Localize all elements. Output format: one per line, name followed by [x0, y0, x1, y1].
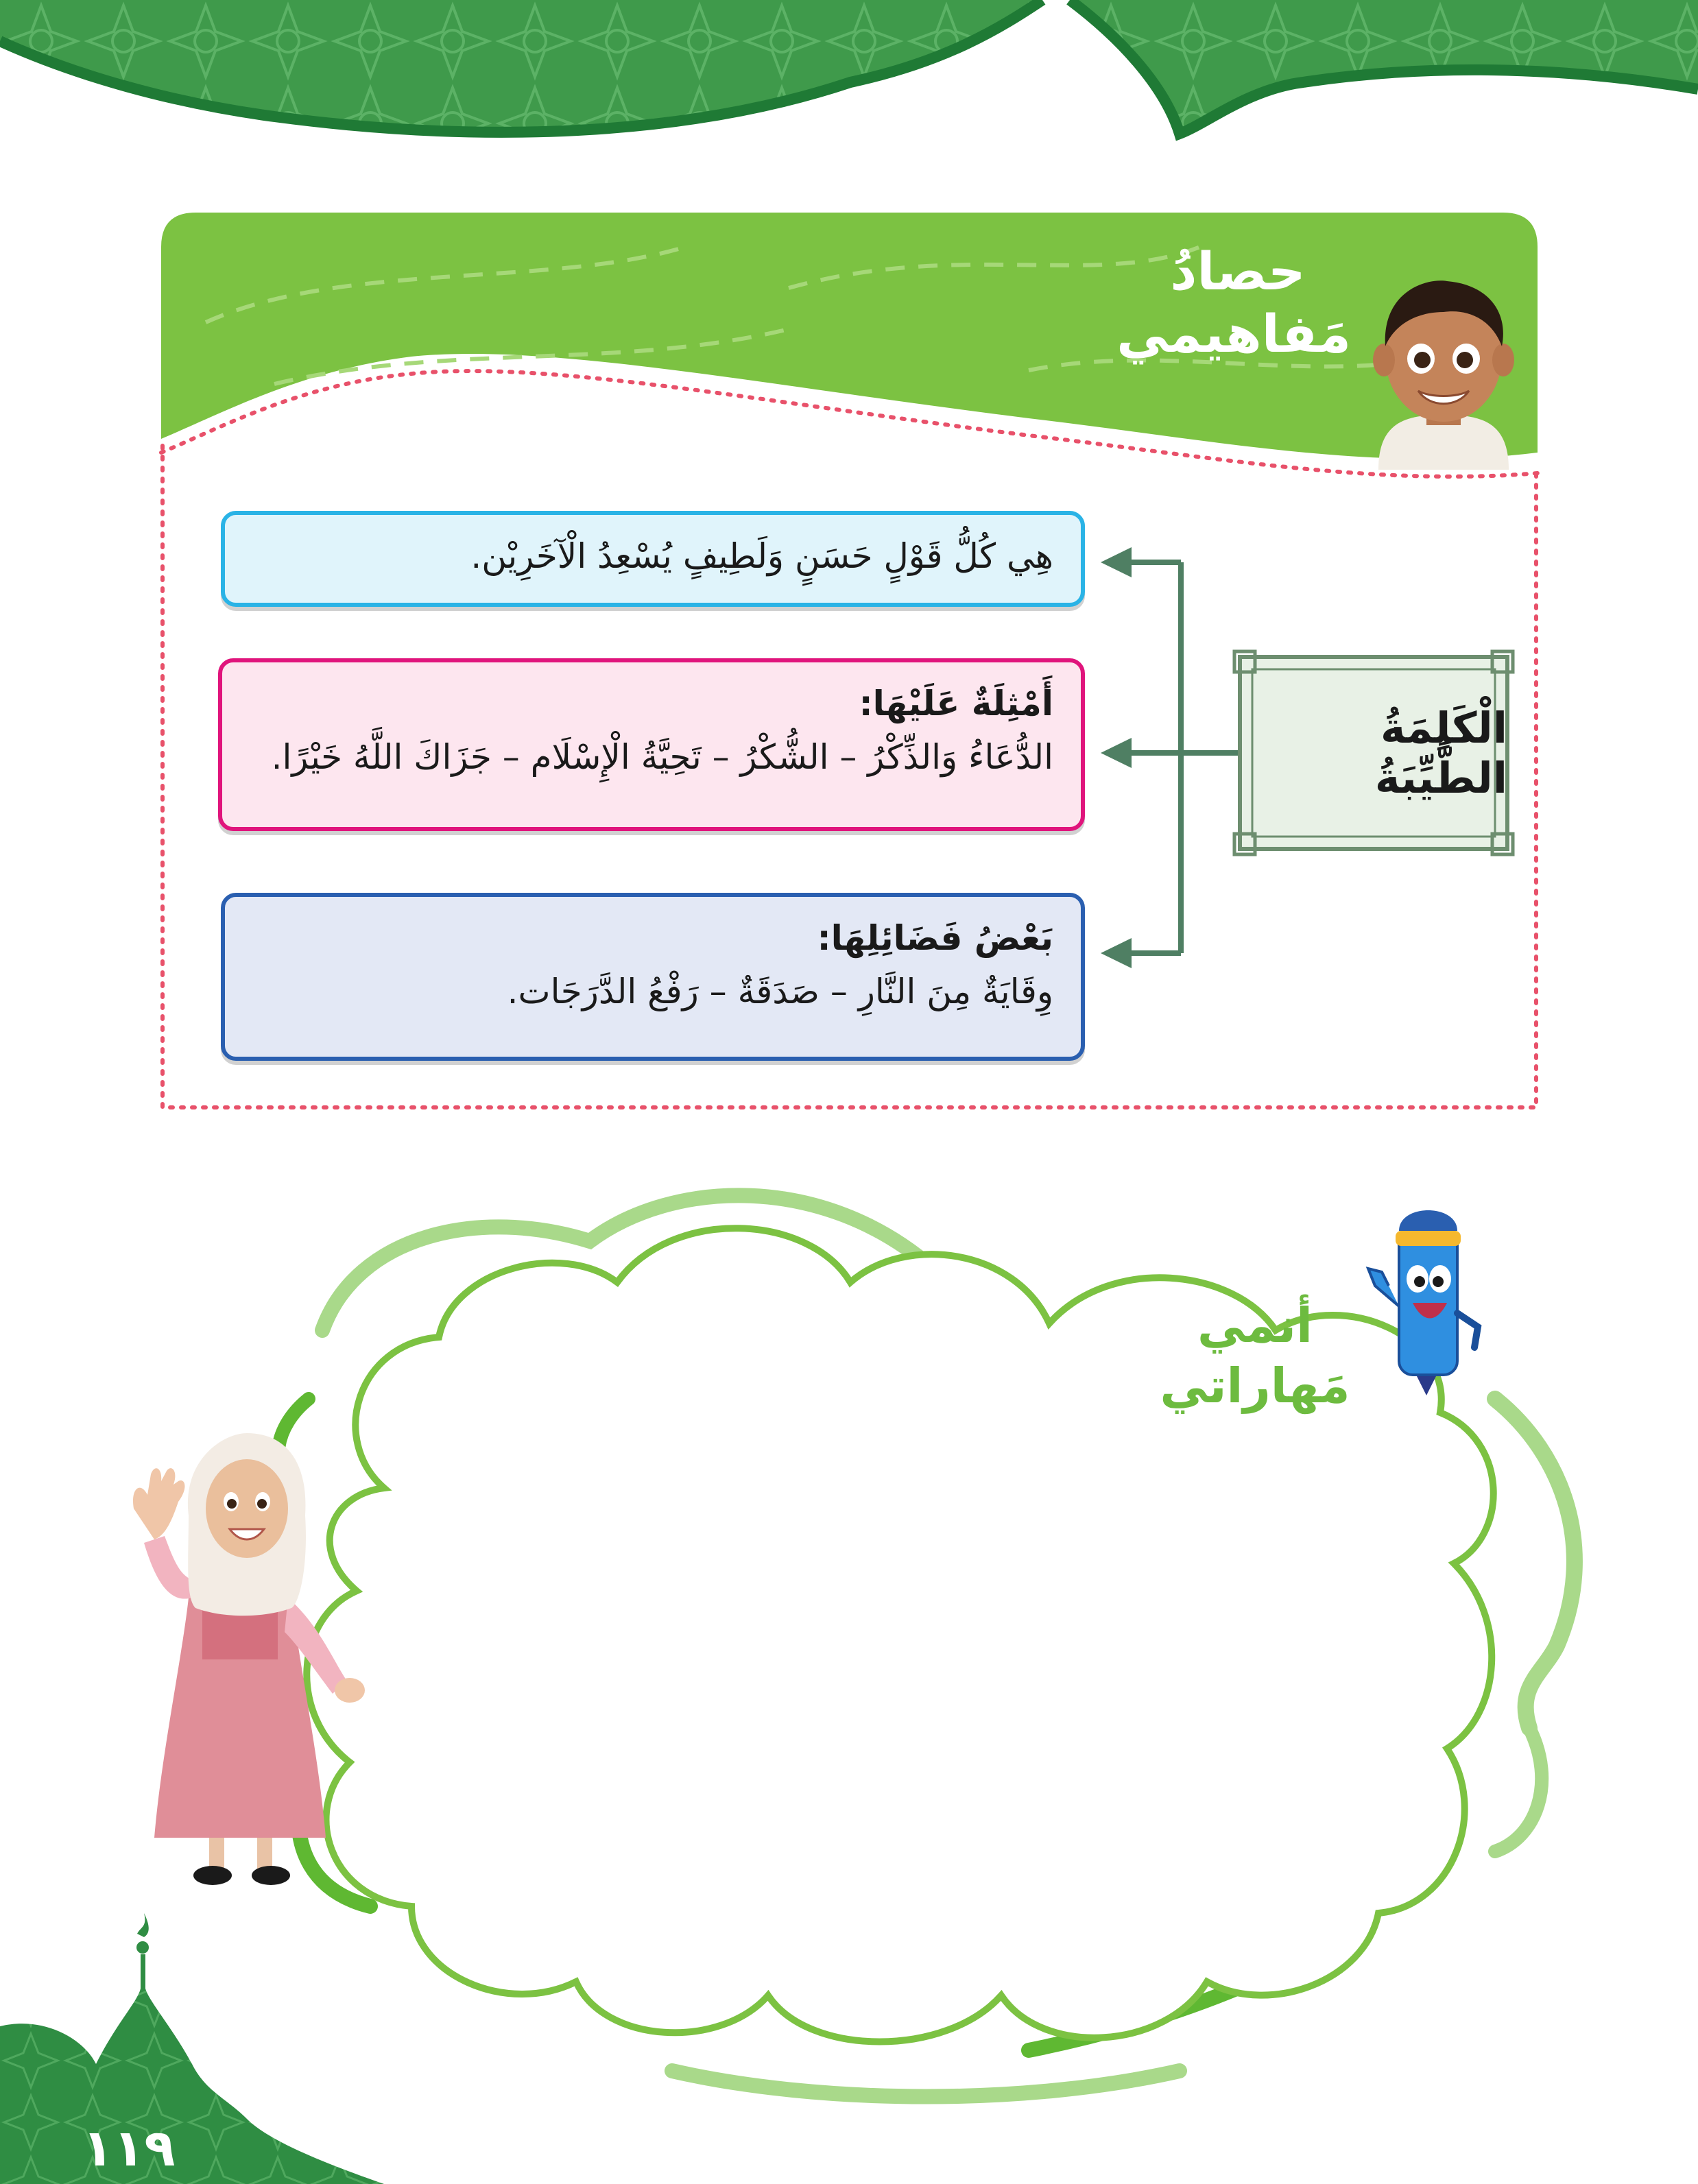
- boy-avatar: [1365, 271, 1522, 470]
- mosque-dome-icon: [0, 1906, 384, 2184]
- section-title-line2: مَفاهيمي: [1116, 303, 1351, 365]
- girl-character: [113, 1433, 387, 1899]
- virtues-text: وِقَايَةٌ مِنَ النَّارِ – صَدَقَةٌ – رَفْعُ الدَّرَجَات.: [507, 971, 1053, 1011]
- virtues-heading: بَعْضُ فَضَائِلِهَا:: [817, 918, 1053, 958]
- skills-title-line1: أنمي: [1197, 1297, 1313, 1354]
- skills-title: [1152, 1296, 1358, 1416]
- examples-heading: أَمْثِلَةٌ عَلَيْهَا:: [859, 684, 1053, 723]
- definition-box: [221, 511, 1085, 607]
- section-title-line1: حصادُ: [1170, 241, 1306, 302]
- skills-title-line2: مَهاراتي: [1160, 1357, 1350, 1414]
- examples-text: الدُّعَاءُ وَالذِّكْرُ – الشُّكْرُ – تَحِيَّةُ الْإِسْلَام – جَزَاكَ اللَّهُ خَيْرًا.: [271, 736, 1053, 777]
- center-concept-label: الْكَلِمَةُ الطَّيِّبَةُ: [1374, 703, 1507, 803]
- definition-text: هِي كُلُّ قَوْلٍ حَسَنٍ وَلَطِيفٍ يُسْعِدُ الْآخَرِيْن.: [470, 536, 1053, 576]
- examples-box: [218, 658, 1085, 831]
- page-number: ١١٩: [82, 2119, 176, 2178]
- virtues-box: [221, 893, 1085, 1061]
- pencil-mascot-icon: [1361, 1203, 1492, 1395]
- section-title: [1116, 240, 1351, 365]
